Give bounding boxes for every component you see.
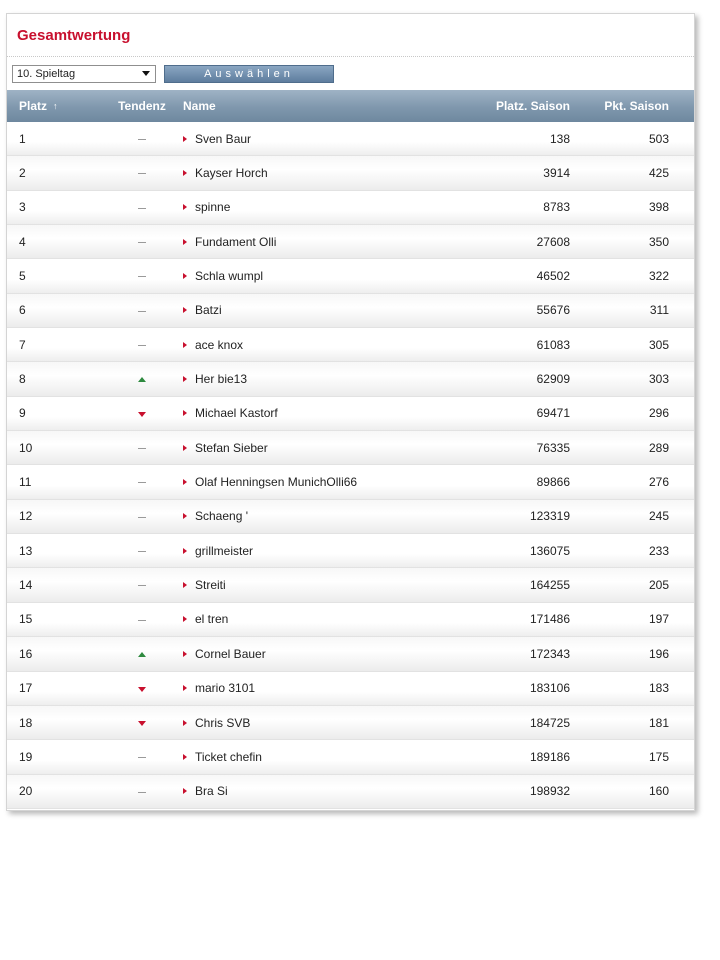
player-name-link[interactable]: Kayser Horch bbox=[195, 166, 268, 181]
caret-right-icon bbox=[183, 685, 187, 691]
season-rank-cell: 172343 bbox=[529, 646, 570, 661]
name-cell[interactable] bbox=[177, 681, 407, 695]
caret-right-icon bbox=[183, 616, 187, 622]
table-row bbox=[7, 362, 694, 396]
trend-cell bbox=[107, 509, 177, 523]
caret-right-icon bbox=[183, 720, 187, 726]
table-row bbox=[7, 500, 694, 534]
season-points-cell: 205 bbox=[648, 578, 669, 593]
player-name-link[interactable]: Chris SVB bbox=[195, 715, 251, 730]
season-rank-cell: 164255 bbox=[529, 578, 570, 593]
matchday-select-value: 10. Spieltag bbox=[17, 67, 76, 80]
select-button[interactable]: Auswählen bbox=[164, 65, 334, 83]
caret-right-icon bbox=[183, 479, 187, 485]
trend-unchanged-icon bbox=[138, 620, 146, 621]
chevron-down-icon bbox=[142, 71, 150, 76]
name-cell[interactable] bbox=[177, 612, 407, 626]
season-points-cell: 276 bbox=[648, 475, 669, 490]
standings-panel bbox=[6, 13, 695, 811]
matchday-select[interactable] bbox=[12, 65, 156, 83]
trend-cell bbox=[107, 132, 177, 146]
table-row bbox=[7, 225, 694, 259]
trend-unchanged-icon bbox=[138, 139, 146, 140]
rank-cell: 17 bbox=[19, 681, 33, 696]
column-header-platz[interactable] bbox=[7, 99, 107, 113]
season-rank-cell: 76335 bbox=[536, 440, 570, 455]
player-name-link[interactable]: grillmeister bbox=[195, 543, 254, 558]
caret-right-icon bbox=[183, 548, 187, 554]
rank-cell: 7 bbox=[19, 337, 26, 352]
season-points-cell: 160 bbox=[648, 784, 669, 799]
name-cell[interactable] bbox=[177, 716, 407, 730]
season-rank-cell: 62909 bbox=[536, 372, 570, 387]
trend-cell bbox=[107, 338, 177, 352]
name-cell[interactable] bbox=[177, 372, 407, 386]
season-points-cell: 322 bbox=[648, 269, 669, 284]
table-row bbox=[7, 706, 694, 740]
caret-right-icon bbox=[183, 513, 187, 519]
caret-right-icon bbox=[183, 307, 187, 313]
name-cell[interactable] bbox=[177, 441, 407, 455]
trend-unchanged-icon bbox=[138, 173, 146, 174]
caret-right-icon bbox=[183, 788, 187, 794]
player-name-link[interactable]: spinne bbox=[195, 200, 231, 215]
trend-unchanged-icon bbox=[138, 276, 146, 277]
player-name-link[interactable]: Her bie13 bbox=[195, 372, 248, 387]
name-cell[interactable] bbox=[177, 338, 407, 352]
trend-cell bbox=[107, 303, 177, 317]
name-cell[interactable] bbox=[177, 406, 407, 420]
trend-unchanged-icon bbox=[138, 345, 146, 346]
caret-right-icon bbox=[183, 136, 187, 142]
table-header bbox=[7, 90, 694, 122]
rank-cell: 9 bbox=[19, 406, 26, 421]
name-cell[interactable] bbox=[177, 509, 407, 523]
name-cell[interactable] bbox=[177, 544, 407, 558]
caret-right-icon bbox=[183, 204, 187, 210]
table-row bbox=[7, 156, 694, 190]
player-name-link[interactable]: el tren bbox=[195, 612, 229, 627]
standings-table-body bbox=[7, 122, 694, 809]
season-rank-cell: 61083 bbox=[536, 337, 570, 352]
season-rank-cell: 184725 bbox=[529, 715, 570, 730]
rank-cell: 2 bbox=[19, 166, 26, 181]
caret-right-icon bbox=[183, 170, 187, 176]
trend-down-icon bbox=[138, 412, 146, 417]
season-points-cell: 175 bbox=[648, 749, 669, 764]
trend-down-icon bbox=[138, 687, 146, 692]
season-rank-cell: 27608 bbox=[536, 234, 570, 249]
trend-unchanged-icon bbox=[138, 792, 146, 793]
player-name-link[interactable]: Michael Kastorf bbox=[195, 406, 278, 421]
season-rank-cell: 89866 bbox=[536, 475, 570, 490]
table-row bbox=[7, 122, 694, 156]
name-cell[interactable] bbox=[177, 647, 407, 661]
season-rank-cell: 55676 bbox=[536, 303, 570, 318]
season-rank-cell: 138 bbox=[549, 131, 570, 146]
trend-unchanged-icon bbox=[138, 208, 146, 209]
player-name-link[interactable]: mario 3101 bbox=[195, 681, 256, 696]
table-row bbox=[7, 191, 694, 225]
trend-up-icon bbox=[138, 652, 146, 657]
trend-cell bbox=[107, 166, 177, 180]
season-points-cell: 303 bbox=[648, 372, 669, 387]
name-cell[interactable] bbox=[177, 132, 407, 146]
table-row bbox=[7, 465, 694, 499]
player-name-link[interactable]: Streiti bbox=[195, 578, 226, 593]
column-header-tendenz[interactable]: Tendenz bbox=[118, 99, 166, 113]
table-row bbox=[7, 775, 694, 809]
column-header-platz-label: Platz bbox=[19, 99, 48, 113]
caret-right-icon bbox=[183, 651, 187, 657]
rank-cell: 15 bbox=[19, 612, 33, 627]
season-rank-cell: 171486 bbox=[529, 612, 570, 627]
rank-cell: 8 bbox=[19, 372, 26, 387]
trend-unchanged-icon bbox=[138, 311, 146, 312]
trend-cell bbox=[107, 235, 177, 249]
table-row bbox=[7, 397, 694, 431]
trend-cell bbox=[107, 784, 177, 798]
trend-cell bbox=[107, 578, 177, 592]
trend-cell bbox=[107, 647, 177, 661]
rank-cell: 18 bbox=[19, 715, 33, 730]
season-points-cell: 311 bbox=[649, 303, 669, 318]
name-cell[interactable] bbox=[177, 235, 407, 249]
rank-cell: 10 bbox=[19, 440, 33, 455]
table-row bbox=[7, 603, 694, 637]
season-points-cell: 197 bbox=[648, 612, 669, 627]
trend-cell bbox=[107, 406, 177, 420]
table-row bbox=[7, 294, 694, 328]
trend-unchanged-icon bbox=[138, 448, 146, 449]
season-points-cell: 233 bbox=[648, 543, 669, 558]
name-cell[interactable] bbox=[177, 269, 407, 283]
table-row bbox=[7, 568, 694, 602]
rank-cell: 1 bbox=[19, 131, 26, 146]
caret-right-icon bbox=[183, 410, 187, 416]
caret-right-icon bbox=[183, 445, 187, 451]
rank-cell: 5 bbox=[19, 269, 26, 284]
rank-cell: 4 bbox=[19, 234, 26, 249]
player-name-link[interactable]: Fundament Olli bbox=[195, 234, 277, 249]
trend-unchanged-icon bbox=[138, 242, 146, 243]
trend-unchanged-icon bbox=[138, 551, 146, 552]
season-points-cell: 289 bbox=[648, 440, 669, 455]
caret-right-icon bbox=[183, 273, 187, 279]
caret-right-icon bbox=[183, 342, 187, 348]
season-points-cell: 196 bbox=[648, 646, 669, 661]
rank-cell: 3 bbox=[19, 200, 26, 215]
caret-right-icon bbox=[183, 239, 187, 245]
column-header-name[interactable]: Name bbox=[183, 99, 216, 113]
name-cell[interactable] bbox=[177, 200, 407, 214]
matchday-controls bbox=[7, 57, 694, 90]
page-title: Gesamtwertung bbox=[17, 26, 131, 44]
rank-cell: 19 bbox=[19, 749, 33, 764]
season-points-cell: 183 bbox=[648, 681, 669, 696]
trend-cell bbox=[107, 372, 177, 386]
trend-unchanged-icon bbox=[138, 517, 146, 518]
player-name-link[interactable]: Schla wumpl bbox=[195, 269, 264, 284]
season-points-cell: 398 bbox=[648, 200, 669, 215]
caret-right-icon bbox=[183, 376, 187, 382]
caret-right-icon bbox=[183, 582, 187, 588]
trend-cell bbox=[107, 716, 177, 730]
player-name-link[interactable]: Bra Si bbox=[195, 784, 228, 799]
season-rank-cell: 189186 bbox=[529, 749, 570, 764]
trend-cell bbox=[107, 441, 177, 455]
player-name-link[interactable]: Olaf Henningsen MunichOlli66 bbox=[195, 475, 358, 490]
sort-ascending-icon: ↑ bbox=[53, 101, 58, 111]
season-points-cell: 296 bbox=[648, 406, 669, 421]
player-name-link[interactable]: Stefan Sieber bbox=[195, 440, 268, 455]
season-rank-cell: 3914 bbox=[543, 166, 570, 181]
season-rank-cell: 69471 bbox=[536, 406, 570, 421]
season-rank-cell: 46502 bbox=[536, 269, 570, 284]
season-points-cell: 305 bbox=[648, 337, 669, 352]
trend-cell bbox=[107, 200, 177, 214]
table-row bbox=[7, 431, 694, 465]
season-points-cell: 425 bbox=[648, 166, 669, 181]
rank-cell: 14 bbox=[19, 578, 33, 593]
season-rank-cell: 136075 bbox=[529, 543, 570, 558]
trend-unchanged-icon bbox=[138, 482, 146, 483]
rank-cell: 16 bbox=[19, 646, 33, 661]
table-row bbox=[7, 259, 694, 293]
rank-cell: 13 bbox=[19, 543, 33, 558]
table-row bbox=[7, 637, 694, 671]
rank-cell: 6 bbox=[19, 303, 26, 318]
name-cell[interactable] bbox=[177, 475, 407, 489]
season-rank-cell: 8783 bbox=[543, 200, 570, 215]
table-row bbox=[7, 534, 694, 568]
column-header-platz-saison[interactable]: Platz. Saison bbox=[495, 99, 570, 113]
table-row bbox=[7, 740, 694, 774]
player-name-link[interactable]: Sven Baur bbox=[195, 131, 252, 146]
season-points-cell: 503 bbox=[648, 131, 669, 146]
season-points-cell: 181 bbox=[648, 715, 669, 730]
trend-cell bbox=[107, 269, 177, 283]
player-name-link[interactable]: Schaeng ' bbox=[195, 509, 248, 524]
table-row bbox=[7, 672, 694, 706]
trend-cell bbox=[107, 612, 177, 626]
name-cell[interactable] bbox=[177, 750, 407, 764]
rank-cell: 11 bbox=[19, 475, 32, 490]
season-rank-cell: 198932 bbox=[529, 784, 570, 799]
name-cell[interactable] bbox=[177, 166, 407, 180]
player-name-link[interactable]: ace knox bbox=[195, 337, 244, 352]
trend-unchanged-icon bbox=[138, 585, 146, 586]
rank-cell: 12 bbox=[19, 509, 33, 524]
season-points-cell: 245 bbox=[648, 509, 669, 524]
player-name-link[interactable]: Ticket chefin bbox=[195, 749, 262, 764]
name-cell[interactable] bbox=[177, 303, 407, 317]
panel-header bbox=[7, 14, 694, 57]
name-cell[interactable] bbox=[177, 784, 407, 798]
trend-cell bbox=[107, 475, 177, 489]
rank-cell: 20 bbox=[19, 784, 33, 799]
trend-cell bbox=[107, 750, 177, 764]
player-name-link[interactable]: Batzi bbox=[195, 303, 222, 318]
season-points-cell: 350 bbox=[648, 234, 669, 249]
trend-cell bbox=[107, 681, 177, 695]
season-rank-cell: 183106 bbox=[529, 681, 570, 696]
trend-cell bbox=[107, 544, 177, 558]
column-header-pkt-saison[interactable]: Pkt. Saison bbox=[604, 99, 669, 113]
table-row bbox=[7, 328, 694, 362]
trend-unchanged-icon bbox=[138, 757, 146, 758]
trend-down-icon bbox=[138, 721, 146, 726]
caret-right-icon bbox=[183, 754, 187, 760]
name-cell[interactable] bbox=[177, 578, 407, 592]
player-name-link[interactable]: Cornel Bauer bbox=[195, 646, 266, 661]
season-rank-cell: 123319 bbox=[529, 509, 570, 524]
trend-up-icon bbox=[138, 377, 146, 382]
